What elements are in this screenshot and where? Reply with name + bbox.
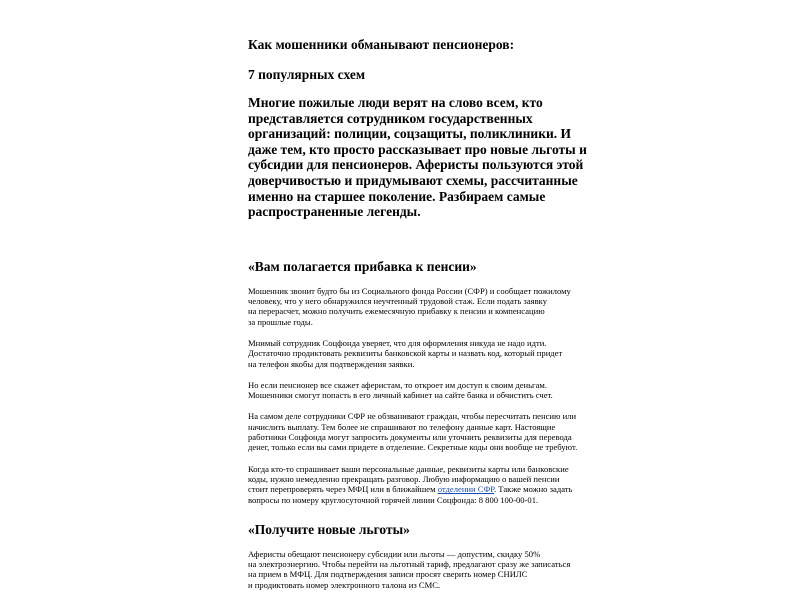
paragraph-line: на прием в МФЦ. Для подтверждения записи просят сверить номер СНИЛС [248,569,528,580]
paragraph-text: стоит перепроверять через МФЦ или в ближайшем [248,484,438,495]
paragraph-line: Когда кто-то спрашивает ваши персональные данные, реквизиты карты или банковские [248,463,569,474]
paragraph-line: коды, нужно немедленно прекращать разговор. Любую информацию о вашей пенсии [248,473,560,484]
paragraph-line: Достаточно продиктовать реквизиты банковской карты и назвать код, который придет [248,348,563,359]
paragraph-line: на перерасчет, можно получить ежемесячную прибавку к пенсии и компенсацию [248,306,545,317]
paragraph-text: . Также можно задать [494,484,573,495]
paragraph-line: начислить выплату. Тем более не спрашивают по телефону данные карт. Настоящие [248,421,556,432]
paragraph-line: и продиктовать номер электронного талона из СМС. [248,579,441,590]
paragraph [248,338,588,369]
paragraph-line: денег, только если вы сами придете в отделение. Секретные коды они вообще не требуют. [248,442,578,453]
paragraph-line: на электроэнергию. Чтобы перейти на льготный тариф, предлагают сразу же записаться [248,559,571,570]
paragraph-with-link [248,464,588,505]
paragraph [248,549,588,590]
article [248,36,588,601]
section-heading: «Получите новые льготы» [248,521,410,537]
paragraph-line: вопросы по номеру круглосуточной горячей линии Соцфонда: 8 800 100-00-01. [248,494,539,505]
article-subtitle: 7 популярных схем [248,67,366,82]
paragraph-line: Мошенники смогут попасть в его личный кабинет на сайте банка и обчистить счет. [248,390,553,401]
section-pension-increase [248,258,588,505]
paragraph-line: Мошенник звонит будто бы из Социального фонда России (СФР) и сообщает пожилому [248,285,571,296]
paragraph-line: Мнимый сотрудник Соцфонда уверяет, что для оформления никуда не надо идти. [248,337,547,348]
paragraph-line [248,484,588,494]
sfr-office-link[interactable]: отделении СФР [437,484,494,495]
paragraph-line: Аферисты обещают пенсионеру субсидии или льготы — допустим, скидку 50% [248,548,541,559]
paragraph-line: на телефон якобы для подтверждения заявки. [248,358,415,369]
section-new-benefits [248,521,588,590]
paragraph [248,380,588,401]
paragraph-line: за прошлые годы. [248,316,313,327]
paragraph-line: работники Соцфонда могут запросить документы или уточнить реквизиты для перевода [248,432,572,443]
section-heading: «Вам полагается прибавка к пенсии» [248,258,477,274]
article-title: Как мошенники обманывают пенсионеров: [248,37,515,52]
article-lead: Многие пожилые люди верят на слово всем, кто представляется сотрудником государственных организаций: полиции, соцзащиты, поликлиники. И даже тем, кто просто рассказывает про новые льготы и субсидии для пенсионеров. Аферисты пользуются этой доверчивостью и придумывают схемы, рассчитанные именно на старшее поколение. Разбираем самые распространенные легенды. [248,95,587,220]
paragraph [248,411,588,452]
paragraph [248,286,588,327]
paragraph-line: На самом деле сотрудники СФР не обзванивают граждан, чтобы пересчитать пенсию или [248,411,577,422]
paragraph-line: Но если пенсионер все скажет аферистам, то откроет им доступ к своим деньгам. [248,379,547,390]
paragraph-line: человеку, что у него обнаружился неучтенный трудовой стаж. Если подать заявку [248,296,547,307]
